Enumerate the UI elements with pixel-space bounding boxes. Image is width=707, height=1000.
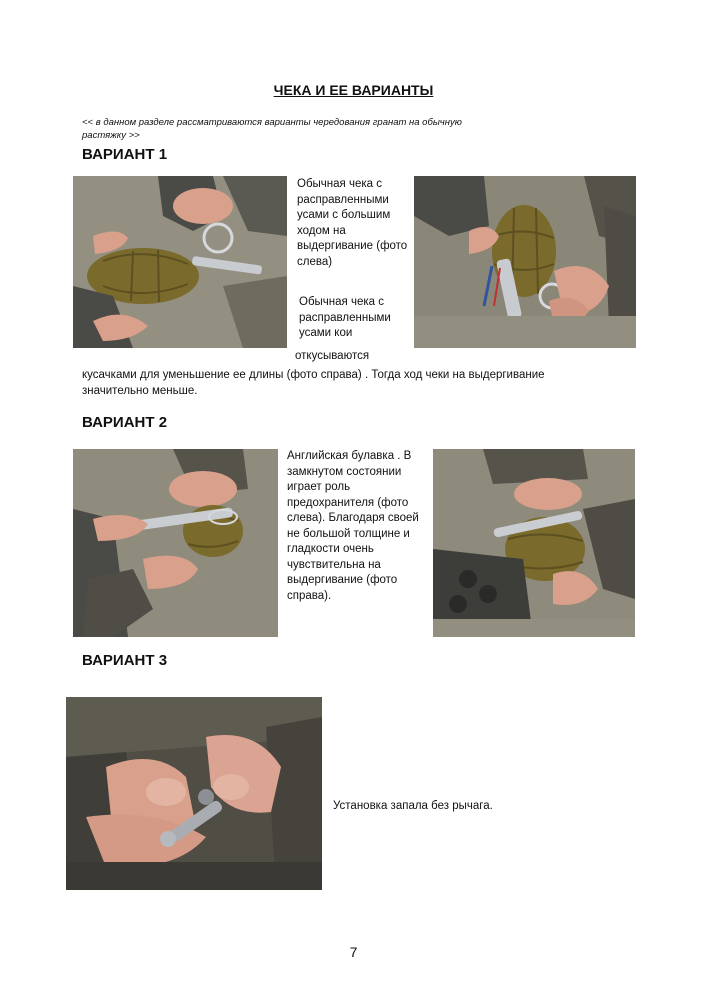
variant-1-photo-left xyxy=(73,176,287,348)
page-title: ЧЕКА И ЕЕ ВАРИАНТЫ xyxy=(273,82,434,98)
variant-3-photo xyxy=(66,697,322,890)
variant-1-photo-right xyxy=(414,176,636,348)
variant-2-title: ВАРИАНТ 2 xyxy=(82,414,168,431)
variant-3-title: ВАРИАНТ 3 xyxy=(82,652,168,669)
variant-1-caption-b: Обычная чека с расправленными усами кои xyxy=(299,296,391,339)
variant-1-caption-b-tail: откусываются xyxy=(295,350,370,362)
variant-1-title: ВАРИАНТ 1 xyxy=(82,146,168,163)
variant-2-caption: Английская булавка . В замкнутом состоянии играет роль предохранителя (фото слева). Благодаря своей не большой толщине и гладкости очень чувствительна на выдергивание (фото справа). xyxy=(287,450,419,602)
variant-1-caption-a: Обычная чека с расправленными усами с большим ходом на выдергивание (фото слева) xyxy=(297,178,408,268)
variant-2-photo-right xyxy=(433,449,635,637)
section-intro: << в данном разделе рассматриваются варианты чередования гранат на обычную растяжку >> xyxy=(82,117,462,141)
page-number: 7 xyxy=(349,944,358,960)
variant-3-caption: Установка запала без рычага. xyxy=(333,800,493,812)
variant-2-photo-left xyxy=(73,449,278,637)
variant-1-continuation: кусачками для уменьшение ее длины (фото справа) . Тогда ход чеки на выдергивание значительно меньше. xyxy=(82,369,545,397)
